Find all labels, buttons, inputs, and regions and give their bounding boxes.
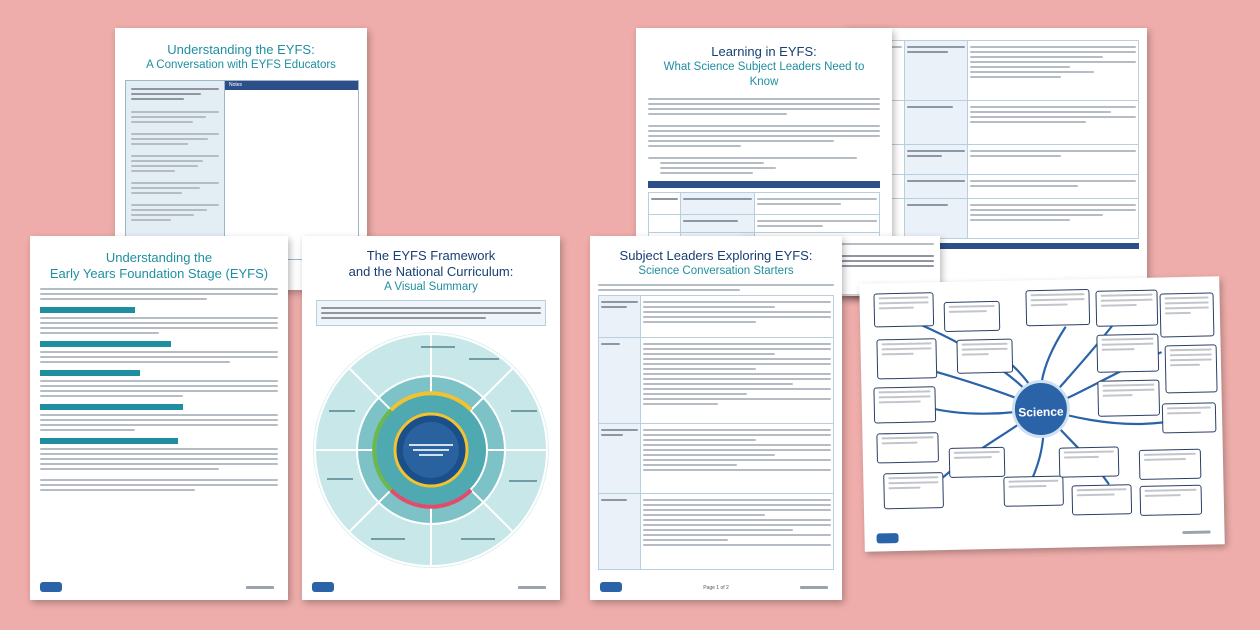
- question-bubble: [873, 292, 934, 327]
- question-bubble: [1160, 292, 1215, 337]
- sheet-science-mindmap: [859, 276, 1225, 551]
- footer-url: [1182, 530, 1210, 534]
- footer-url: [518, 586, 546, 589]
- notes-header: Notes: [225, 81, 358, 90]
- question-bubble: [1025, 289, 1090, 326]
- sheet-title: Learning in EYFS:: [711, 44, 817, 59]
- question-bubble: [1140, 485, 1203, 516]
- sheet-title-line2: and the National Curriculum:: [348, 264, 514, 279]
- question-bubble: [1097, 380, 1160, 417]
- learning-table: [853, 40, 1139, 239]
- question-bubble: [956, 339, 1013, 374]
- question-bubble: [1162, 402, 1217, 433]
- question-bubble: [944, 301, 1001, 332]
- footer-url: [246, 586, 274, 589]
- brand-logo: [876, 533, 898, 543]
- prompt-column: [126, 81, 225, 259]
- sheet-subtitle: Early Years Foundation Stage (EYFS): [49, 266, 269, 281]
- conversation-starters-table: [598, 295, 834, 570]
- question-bubble: [873, 386, 936, 423]
- sheet-subtitle: Science Conversation Starters: [638, 265, 794, 277]
- intro-box: [316, 300, 546, 326]
- question-bubble: [1059, 446, 1120, 477]
- footer-url: [800, 586, 828, 589]
- sheet-title-line1: The EYFS Framework: [366, 248, 496, 263]
- brand-logo: [40, 582, 62, 592]
- question-bubble: [876, 432, 939, 463]
- notes-column: [225, 81, 358, 259]
- sheet-subtitle: What Science Subject Leaders Need to Know: [663, 61, 865, 88]
- question-bubble: [1165, 344, 1218, 393]
- sheet-subtitle: A Visual Summary: [384, 281, 478, 293]
- question-bubble: [1072, 484, 1133, 515]
- brand-logo: [312, 582, 334, 592]
- question-bubble: [949, 447, 1006, 478]
- sheet-title: Understanding the EYFS:: [167, 42, 315, 57]
- question-bubble: [1139, 449, 1202, 480]
- mindmap-center-node: Science: [1011, 379, 1070, 438]
- question-bubble: [883, 472, 944, 509]
- page-number: Page 1 of 2: [703, 585, 729, 591]
- sheet-subtitle: A Conversation with EYFS Educators: [146, 59, 336, 71]
- sheet-title: Subject Leaders Exploring EYFS:: [619, 248, 813, 263]
- question-bubble: [1095, 290, 1158, 327]
- question-bubble: [876, 338, 937, 379]
- sheet-title: Understanding the: [105, 250, 213, 265]
- question-bubble: [1096, 334, 1159, 373]
- framework-wheel: [310, 328, 552, 568]
- conversation-table: [125, 80, 359, 260]
- sheet-subject-leaders: [590, 236, 842, 600]
- sheet-understanding-eyfs: [30, 236, 288, 600]
- sheet-eyfs-framework: [302, 236, 560, 600]
- question-bubble: [1003, 476, 1064, 507]
